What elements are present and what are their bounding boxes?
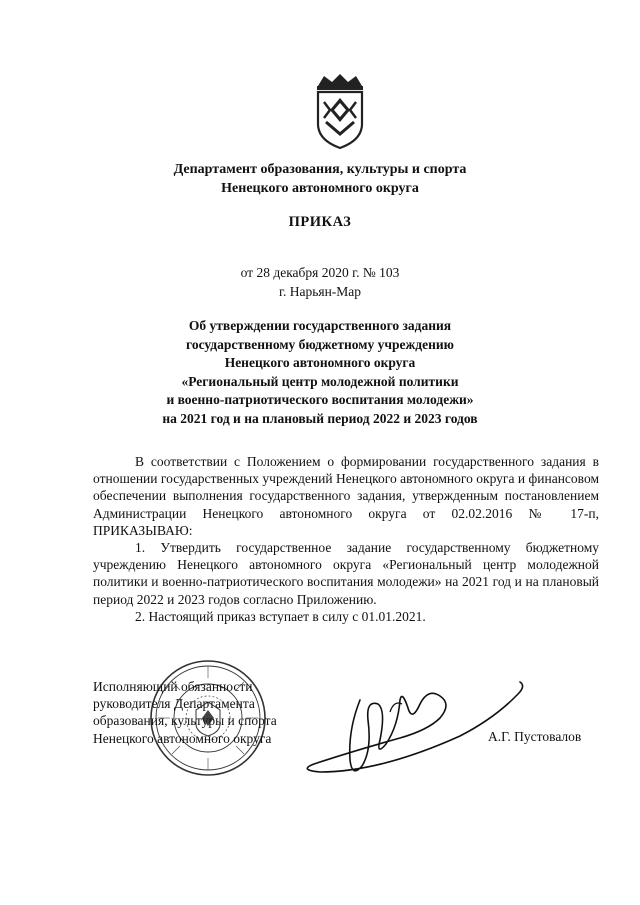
subject-line-3: Ненецкого автономного округа xyxy=(224,355,416,371)
order-item-2: 2. Настоящий приказ вступает в силу с 01.01.2021. xyxy=(135,608,426,624)
preamble-paragraph: В соответствии с Положением о формировании государственного задания в отношении государственных учреждений Ненецкого автономного округа и финансовом обеспечении выполнения государственного задания, утвержденным постановлением Администрации Ненецкого автономного округа от 02.02.2016 № 17-п, ПРИКАЗЫВАЮ: xyxy=(93,454,599,538)
coat-of-arms-emblem xyxy=(300,72,380,150)
position-line-2: руководителя Департамента xyxy=(93,696,255,712)
subject-line-1: Об утверждении государственного задания xyxy=(188,318,452,333)
signatory-name: А.Г. Пустовалов xyxy=(488,729,582,744)
city-line: г. Нарьян-Мар xyxy=(278,284,362,299)
date-and-place xyxy=(0,263,640,301)
order-item-1: 1. Утвердить государственное задание государственному бюджетному учреждению Ненецкого автономного округа «Региональный центр молодежной политики и военно-патриотического воспитания молодежи» на 2021 год и на плановый период 2022 и 2023 годов согласно Приложению. xyxy=(93,540,599,607)
subject-line-4: «Региональный центр молодежной политики xyxy=(181,373,459,389)
document-type: ПРИКАЗ xyxy=(288,214,352,230)
subject-line-2: государственному бюджетному учреждению xyxy=(186,336,454,352)
department-line-2: Ненецкого автономного округа xyxy=(221,181,419,196)
position-line-1: Исполняющий обязанности xyxy=(93,679,253,694)
signatory-position xyxy=(93,678,277,747)
date-line: от 28 декабря 2020 г. № 103 xyxy=(240,265,400,280)
subject-line-5: и военно-патриотического воспитания молодежи» xyxy=(166,392,474,408)
order-body xyxy=(93,453,599,625)
position-line-3: образования, культуры и спорта xyxy=(93,713,277,729)
department-line-1: Департамент образования, культуры и спорта xyxy=(173,162,467,177)
subject-line-6: на 2021 год и на плановый период 2022 и 2023 годов xyxy=(162,410,478,426)
order-subject xyxy=(0,317,640,429)
handwritten-signature xyxy=(290,660,540,790)
department-heading xyxy=(0,160,640,198)
position-line-4: Ненецкого автономного округа xyxy=(93,730,272,746)
